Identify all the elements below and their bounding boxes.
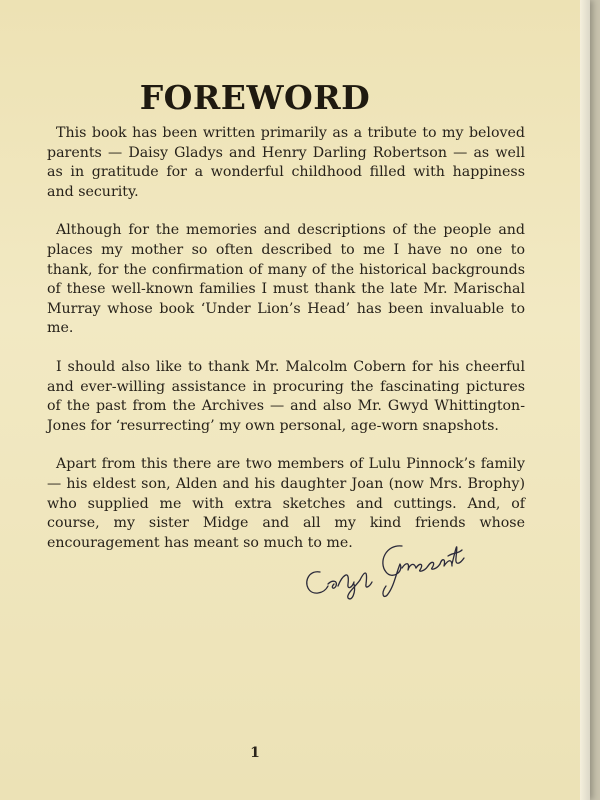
page-title: FOREWORD (139, 78, 371, 117)
page-edge (580, 0, 590, 800)
signature (298, 528, 468, 608)
paragraph-1: This book has been written primarily as a tribute to my beloved parents — Daisy Gladys and Henry Darling Robertson — as well as in gratitude for a wonderful childhood filled with happiness and security. (47, 125, 525, 200)
paragraph-4: Apart from this there are two members of Lulu Pinnock’s family — his eldest son, Alden and his daughter Joan (now Mrs. Brophy) who supplied me with extra sketches and cuttings. And, of course, my sister Midge and all my kind friends whose encouragement has meant so much to me. (47, 456, 525, 551)
page-number: 1 (250, 745, 260, 761)
paragraph-2: Although for the memories and descriptions of the people and places my mother so often described to me I have no one to thank, for the confirmation of many of the historical backgrounds of these well-known families I must thank the late Mr. Marischal Murray whose book ‘Under Lion’s Head’ has been invaluable to me. (47, 222, 525, 337)
paragraph-3: I should also like to thank Mr. Malcolm Cobern for his cheerful and ever-willing assistance in procuring the fascinating pictures of the past from the Archives — and also Mr. Gwyd Whittington-Jones for ‘resurrecting’ my own personal, age-worn snapshots. (47, 358, 525, 434)
foreword-body (47, 124, 525, 572)
